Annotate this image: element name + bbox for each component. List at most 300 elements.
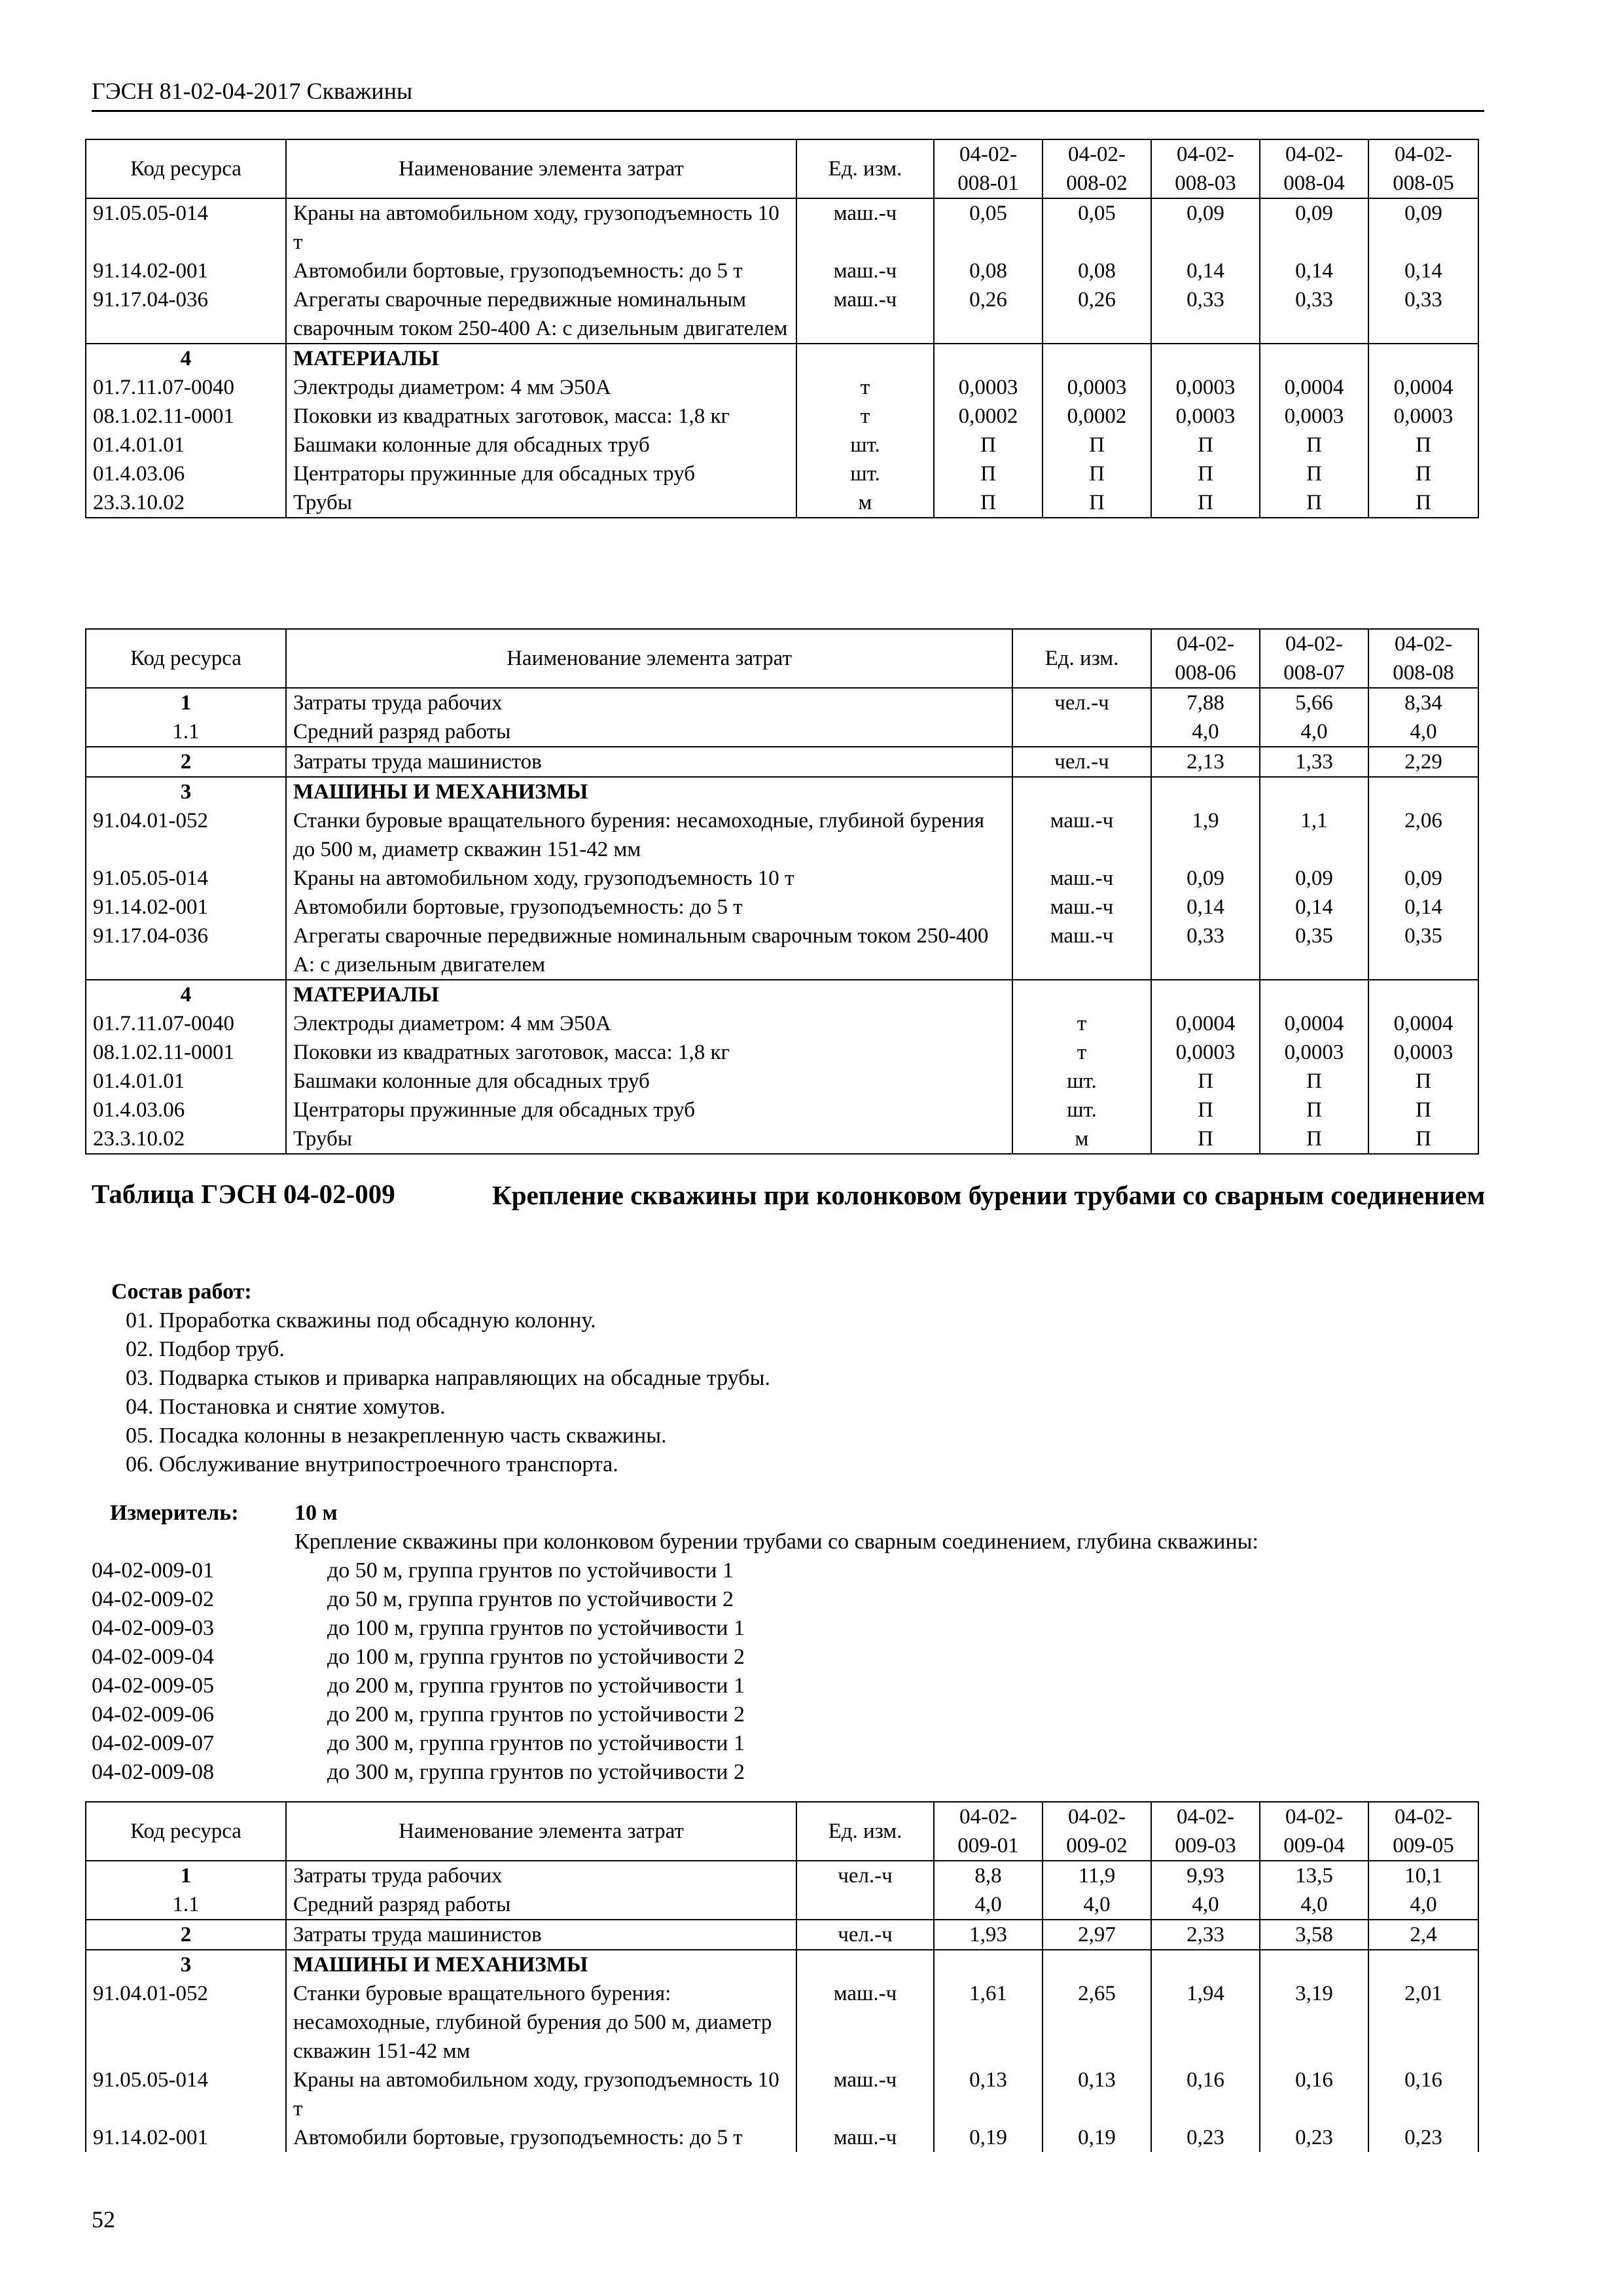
col-code-header: Код ресурса [86, 1802, 286, 1861]
resource-unit: шт. [1012, 1096, 1151, 1124]
rate-value: 5,66 [1260, 688, 1368, 717]
col-unit-header: Ед. изм. [796, 139, 934, 198]
section-row [86, 1861, 1478, 1890]
rate-value: 0,26 [934, 285, 1043, 344]
table-row [86, 488, 1478, 518]
rate-value: 0,33 [1368, 285, 1478, 344]
col-rate-header: 04-02-008-05 [1368, 139, 1478, 198]
resource-name: Агрегаты сварочные передвижные номинальным сварочным током 250-400 А: с дизельным двигателем [286, 285, 796, 344]
rate-value: 0,09 [1151, 864, 1260, 893]
resource-unit: т [1012, 1009, 1151, 1038]
section-row [86, 1950, 1478, 1979]
rate-value: 0,0002 [1043, 402, 1151, 431]
resource-name: Центраторы пружинные для обсадных труб [286, 459, 796, 488]
resource-unit: маш.-ч [796, 285, 934, 344]
rate-value: 0,0004 [1260, 373, 1368, 402]
rate-value: 0,14 [1260, 257, 1368, 285]
rate-value: 2,65 [1043, 1979, 1151, 2066]
works-item: 01. Проработка скважины под обсадную колонну. [126, 1308, 596, 1333]
rate-value: П [1151, 1124, 1260, 1154]
rate-description: до 100 м, группа грунтов по устойчивости 1 [327, 1616, 745, 1640]
table-row [86, 922, 1478, 980]
rate-value: 0,0004 [1151, 1009, 1260, 1038]
resource-table-008-01-05 [85, 139, 1479, 518]
col-name-header: Наименование элемента затрат [286, 139, 796, 198]
rate-value: 0,0004 [1260, 1009, 1368, 1038]
resource-unit: маш.-ч [796, 1979, 934, 2066]
resource-name: Трубы [286, 488, 796, 518]
resource-code: 91.05.05-014 [86, 198, 286, 257]
rate-value: 0,19 [934, 2123, 1043, 2152]
section-number: 4 [86, 344, 286, 373]
rate-value: 0,16 [1260, 2066, 1368, 2123]
col-rate-header: 04-02-008-07 [1260, 629, 1368, 688]
rate-value [934, 344, 1043, 373]
rate-description: до 300 м, группа грунтов по устойчивости 2 [327, 1760, 745, 1784]
rate-value: 2,13 [1151, 747, 1260, 777]
rate-code: 04-02-009-07 [92, 1731, 214, 1755]
rate-value: 0,09 [1151, 198, 1260, 257]
rate-value: П [1151, 459, 1260, 488]
resource-code: 01.4.01.01 [86, 1067, 286, 1096]
resource-name: Станки буровые вращательного бурения: несамоходные, глубиной бурения до 500 м, диаметр скважин 151-42 мм [286, 806, 1012, 864]
table-row [86, 459, 1478, 488]
rate-value: 0,0004 [1368, 1009, 1478, 1038]
section-row [86, 980, 1478, 1009]
table-header-row [86, 629, 1478, 688]
resource-unit: чел.-ч [1012, 747, 1151, 777]
rate-code: 04-02-009-01 [92, 1558, 214, 1583]
section-number: 2 [86, 747, 286, 777]
rate-value: П [934, 431, 1043, 459]
resource-unit: т [1012, 1038, 1151, 1067]
col-name-header: Наименование элемента затрат [286, 1802, 796, 1861]
resource-unit [1012, 717, 1151, 747]
rate-value: 0,14 [1368, 893, 1478, 922]
resource-unit: чел.-ч [796, 1861, 934, 1890]
resource-name: Краны на автомобильном ходу, грузоподъемность 10 т [286, 2066, 796, 2123]
resource-unit: шт. [796, 431, 934, 459]
resource-table-009-01-05 [85, 1801, 1479, 2152]
rate-value [934, 1950, 1043, 1979]
rate-value: П [1368, 1124, 1478, 1154]
rate-value: 0,09 [1368, 864, 1478, 893]
rate-value: П [1151, 431, 1260, 459]
section-title: МАШИНЫ И МЕХАНИЗМЫ [286, 777, 1012, 806]
rate-value: П [934, 488, 1043, 518]
rate-value: П [1043, 488, 1151, 518]
section-title: МАТЕРИАЛЫ [286, 980, 1012, 1009]
rate-value: 2,01 [1368, 1979, 1478, 2066]
col-rate-header: 04-02-008-06 [1151, 629, 1260, 688]
rate-value: П [934, 459, 1043, 488]
rate-value: 4,0 [1043, 1890, 1151, 1920]
col-code-header: Код ресурса [86, 629, 286, 688]
resource-name: Затраты труда машинистов [286, 1920, 796, 1950]
rate-code: 04-02-009-03 [92, 1616, 214, 1640]
rate-value: П [1260, 488, 1368, 518]
rate-value: 0,23 [1260, 2123, 1368, 2152]
col-code-header: Код ресурса [86, 139, 286, 198]
table-row [86, 285, 1478, 344]
table-row [86, 864, 1478, 893]
resource-name: Агрегаты сварочные передвижные номинальным сварочным током 250-400 А: с дизельным двигателем [286, 922, 1012, 980]
col-rate-header: 04-02-009-03 [1151, 1802, 1260, 1861]
section-number: 3 [86, 1950, 286, 1979]
rate-value: 0,33 [1151, 285, 1260, 344]
resource-code: 01.7.11.07-0040 [86, 373, 286, 402]
col-name-header: Наименование элемента затрат [286, 629, 1012, 688]
section-number: 1 [86, 1861, 286, 1890]
rate-value: 3,19 [1260, 1979, 1368, 2066]
table-row [86, 1067, 1478, 1096]
resource-unit: чел.-ч [1012, 688, 1151, 717]
rate-value: 1,94 [1151, 1979, 1260, 2066]
section-number: 1 [86, 688, 286, 717]
rate-code: 04-02-009-05 [92, 1674, 214, 1698]
rate-value: 2,97 [1043, 1920, 1151, 1950]
rate-value: 0,33 [1260, 285, 1368, 344]
resource-code: 01.4.03.06 [86, 1096, 286, 1124]
rate-value [1260, 344, 1368, 373]
rate-value: 0,0003 [934, 373, 1043, 402]
resource-unit: м [796, 488, 934, 518]
table-row [86, 373, 1478, 402]
col-unit-header: Ед. изм. [1012, 629, 1151, 688]
rate-value: 0,33 [1151, 922, 1260, 980]
resource-name: Поковки из квадратных заготовок, масса: 1,8 кг [286, 1038, 1012, 1067]
resource-code: 91.14.02-001 [86, 257, 286, 285]
resource-unit: маш.-ч [1012, 922, 1151, 980]
rate-value: 0,35 [1368, 922, 1478, 980]
resource-name: Электроды диаметром: 4 мм Э50А [286, 373, 796, 402]
measure-block [92, 1499, 1499, 1787]
resource-unit: маш.-ч [1012, 864, 1151, 893]
col-rate-header: 04-02-008-01 [934, 139, 1043, 198]
rate-value: 0,14 [1151, 893, 1260, 922]
rate-value: 1,9 [1151, 806, 1260, 864]
rate-value [1151, 980, 1260, 1009]
rate-value: П [1368, 431, 1478, 459]
rate-value: 0,13 [934, 2066, 1043, 2123]
rate-value [1151, 777, 1260, 806]
resource-name: Поковки из квадратных заготовок, масса: 1,8 кг [286, 402, 796, 431]
resource-name: Башмаки колонные для обсадных труб [286, 431, 796, 459]
rate-value: 0,0002 [934, 402, 1043, 431]
resource-code: 01.4.01.01 [86, 431, 286, 459]
col-rate-header: 04-02-009-02 [1043, 1802, 1151, 1861]
rate-value: 1,93 [934, 1920, 1043, 1950]
table-row [86, 1979, 1478, 2066]
rate-value: П [1260, 431, 1368, 459]
rate-value: 8,34 [1368, 688, 1478, 717]
rate-value: П [1151, 1067, 1260, 1096]
rate-value: П [1368, 1096, 1478, 1124]
rate-value: 0,05 [1043, 198, 1151, 257]
rate-value: П [1260, 1067, 1368, 1096]
section-title: МАТЕРИАЛЫ [286, 344, 796, 373]
resource-unit: чел.-ч [796, 1920, 934, 1950]
resource-unit: т [796, 402, 934, 431]
rate-value: П [1368, 1067, 1478, 1096]
resource-name: Башмаки колонные для обсадных труб [286, 1067, 1012, 1096]
resource-code: 91.14.02-001 [86, 893, 286, 922]
rate-value: П [1043, 459, 1151, 488]
list-item [92, 1585, 1499, 1614]
works-item: 04. Постановка и снятие хомутов. [126, 1395, 446, 1419]
rate-value [1151, 344, 1260, 373]
rate-code: 04-02-009-06 [92, 1702, 214, 1727]
section-title: МАШИНЫ И МЕХАНИЗМЫ [286, 1950, 796, 1979]
col-unit-header: Ед. изм. [796, 1802, 934, 1861]
resource-code: 23.3.10.02 [86, 488, 286, 518]
resource-code: 08.1.02.11-0001 [86, 402, 286, 431]
resource-unit: маш.-ч [796, 257, 934, 285]
rate-value: 0,23 [1151, 2123, 1260, 2152]
measure-value: 10 м [294, 1501, 338, 1525]
rate-value: 10,1 [1368, 1861, 1478, 1890]
rate-value [1151, 1950, 1260, 1979]
rate-value: П [1368, 488, 1478, 518]
resource-code: 91.04.01-052 [86, 1979, 286, 2066]
table-row [86, 257, 1478, 285]
works-item: 03. Подварка стыков и приварка направляющих на обсадные трубы. [126, 1366, 770, 1390]
rate-value: 0,0003 [1368, 402, 1478, 431]
rate-code: 04-02-009-08 [92, 1760, 214, 1784]
list-item [92, 1672, 1499, 1700]
rate-value [1368, 777, 1478, 806]
rate-value: 0,08 [934, 257, 1043, 285]
rate-value: 9,93 [1151, 1861, 1260, 1890]
resource-code: 23.3.10.02 [86, 1124, 286, 1154]
resource-unit: маш.-ч [796, 198, 934, 257]
resource-unit: м [1012, 1124, 1151, 1154]
rate-value: 4,0 [1151, 717, 1260, 747]
rate-value: 0,16 [1368, 2066, 1478, 2123]
resource-unit: маш.-ч [796, 2123, 934, 2152]
resource-name: Автомобили бортовые, грузоподъемность: до 5 т [286, 2123, 796, 2152]
table-number-label: Таблица ГЭСН 04-02-009 [92, 1179, 395, 1209]
rate-value: 2,4 [1368, 1920, 1478, 1950]
resource-name: Затраты труда машинистов [286, 747, 1012, 777]
resource-unit: шт. [796, 459, 934, 488]
rate-value: 1,33 [1260, 747, 1368, 777]
resource-unit: маш.-ч [796, 2066, 934, 2123]
resource-code: 91.05.05-014 [86, 2066, 286, 2123]
works-item: 02. Подбор труб. [126, 1337, 285, 1361]
rate-value [1043, 1950, 1151, 1979]
resource-code: 91.14.02-001 [86, 2123, 286, 2152]
rate-value: П [1151, 488, 1260, 518]
section-number: 2 [86, 1920, 286, 1950]
resource-name: Затраты труда рабочих [286, 1861, 796, 1890]
table-title: Крепление скважины при колонковом бурении трубами со сварным соединением [492, 1180, 1486, 1210]
rate-value: 7,88 [1151, 688, 1260, 717]
rate-value: 0,13 [1043, 2066, 1151, 2123]
resource-unit [1012, 777, 1151, 806]
rate-value: 0,05 [934, 198, 1043, 257]
rate-description: до 200 м, группа грунтов по устойчивости 2 [327, 1702, 745, 1727]
rate-value: 0,23 [1368, 2123, 1478, 2152]
section-row [86, 344, 1478, 373]
rate-value: 0,09 [1368, 198, 1478, 257]
resource-name: Автомобили бортовые, грузоподъемность: до 5 т [286, 257, 796, 285]
resource-unit: шт. [1012, 1067, 1151, 1096]
resource-code: 1.1 [86, 717, 286, 747]
rate-value: П [1260, 1124, 1368, 1154]
rate-value: 11,9 [1043, 1861, 1151, 1890]
rate-description: до 50 м, группа грунтов по устойчивости 1 [327, 1558, 734, 1583]
header-rule [92, 110, 1484, 112]
rate-value: 0,26 [1043, 285, 1151, 344]
rate-value: 4,0 [1260, 717, 1368, 747]
section-number: 3 [86, 777, 286, 806]
list-item [92, 1643, 1499, 1672]
table-row [86, 1038, 1478, 1067]
resource-unit: т [796, 373, 934, 402]
resource-table-008-06-08 [85, 628, 1479, 1155]
table-row [86, 2066, 1478, 2123]
table-row [86, 1009, 1478, 1038]
rate-description: до 200 м, группа грунтов по устойчивости 1 [327, 1674, 745, 1698]
resource-name: Краны на автомобильном ходу, грузоподъемность 10 т [286, 864, 1012, 893]
resource-name: Краны на автомобильном ходу, грузоподъемность 10 т [286, 198, 796, 257]
resource-code: 01.4.03.06 [86, 459, 286, 488]
works-composition [111, 1278, 770, 1479]
col-rate-header: 04-02-008-02 [1043, 139, 1151, 198]
rate-value: 0,0003 [1151, 373, 1260, 402]
rate-value [1368, 980, 1478, 1009]
rate-value [1368, 344, 1478, 373]
resource-unit [796, 1890, 934, 1920]
rate-value: 0,14 [1368, 257, 1478, 285]
rate-value: П [1368, 459, 1478, 488]
rate-value: 8,8 [934, 1861, 1043, 1890]
resource-unit [796, 344, 934, 373]
rate-value: 0,0003 [1151, 1038, 1260, 1067]
section-row [86, 1920, 1478, 1950]
rate-value: 4,0 [934, 1890, 1043, 1920]
rate-value [1368, 1950, 1478, 1979]
rate-description: до 300 м, группа грунтов по устойчивости 1 [327, 1731, 745, 1755]
rate-value: П [1260, 1096, 1368, 1124]
rate-value: 4,0 [1368, 717, 1478, 747]
resource-code: 91.04.01-052 [86, 806, 286, 864]
rate-value: 0,08 [1043, 257, 1151, 285]
table-row [86, 806, 1478, 864]
resource-code: 91.05.05-014 [86, 864, 286, 893]
col-rate-header: 04-02-009-01 [934, 1802, 1043, 1861]
rate-code: 04-02-009-02 [92, 1587, 214, 1611]
resource-name: Затраты труда рабочих [286, 688, 1012, 717]
measure-label: Измеритель: [110, 1501, 239, 1525]
rate-value [1260, 980, 1368, 1009]
rate-value: 3,58 [1260, 1920, 1368, 1950]
works-item: 05. Посадка колонны в незакрепленную часть скважины. [126, 1424, 667, 1448]
measure-description: Крепление скважины при колонковом бурении трубами со сварным соединением, глубина скважины: [294, 1530, 1258, 1554]
rate-value [1260, 777, 1368, 806]
rate-description: до 100 м, группа грунтов по устойчивости 2 [327, 1645, 745, 1669]
section-row [86, 747, 1478, 777]
rate-code: 04-02-009-04 [92, 1645, 214, 1669]
works-item: 06. Обслуживание внутрипостроечного транспорта. [126, 1452, 618, 1477]
rate-value [1260, 1950, 1368, 1979]
resource-name: Автомобили бортовые, грузоподъемность: до 5 т [286, 893, 1012, 922]
rate-value: 2,33 [1151, 1920, 1260, 1950]
list-item [92, 1556, 1499, 1585]
rate-value: 0,19 [1043, 2123, 1151, 2152]
col-rate-header: 04-02-009-04 [1260, 1802, 1368, 1861]
section-row [86, 688, 1478, 717]
table-row [86, 1890, 1478, 1920]
rate-value: 0,0003 [1151, 402, 1260, 431]
rate-value: 13,5 [1260, 1861, 1368, 1890]
rate-value: П [1260, 459, 1368, 488]
table-row [86, 893, 1478, 922]
rate-value: 0,0003 [1368, 1038, 1478, 1067]
rate-value: 0,0003 [1043, 373, 1151, 402]
resource-code: 01.7.11.07-0040 [86, 1009, 286, 1038]
rate-value: 0,14 [1260, 893, 1368, 922]
resource-unit: маш.-ч [1012, 893, 1151, 922]
table-row [86, 402, 1478, 431]
resource-unit: маш.-ч [1012, 806, 1151, 864]
resource-unit [1012, 980, 1151, 1009]
rate-value: 0,14 [1151, 257, 1260, 285]
table-row [86, 717, 1478, 747]
table-header-row [86, 139, 1478, 198]
resource-name: Станки буровые вращательного бурения: несамоходные, глубиной бурения до 500 м, диаметр скважин 151-42 мм [286, 1979, 796, 2066]
rate-value: 0,0003 [1260, 402, 1368, 431]
resource-name: Центраторы пружинные для обсадных труб [286, 1096, 1012, 1124]
resource-name: Средний разряд работы [286, 1890, 796, 1920]
table-row [86, 1096, 1478, 1124]
resource-unit [796, 1950, 934, 1979]
resource-code: 91.17.04-036 [86, 285, 286, 344]
col-rate-header: 04-02-008-03 [1151, 139, 1260, 198]
rate-value: 0,35 [1260, 922, 1368, 980]
rate-value: 0,0004 [1368, 373, 1478, 402]
rate-value: 2,06 [1368, 806, 1478, 864]
col-rate-header: 04-02-008-04 [1260, 139, 1368, 198]
rate-value: 0,16 [1151, 2066, 1260, 2123]
table-row [86, 431, 1478, 459]
resource-name: Электроды диаметром: 4 мм Э50А [286, 1009, 1012, 1038]
rate-value: 1,61 [934, 1979, 1043, 2066]
list-item [92, 1758, 1499, 1787]
rate-value: 0,0003 [1260, 1038, 1368, 1067]
rate-value: П [1151, 1096, 1260, 1124]
rate-value: 0,09 [1260, 198, 1368, 257]
list-item [92, 1614, 1499, 1643]
rate-value: 4,0 [1368, 1890, 1478, 1920]
rate-value: 4,0 [1151, 1890, 1260, 1920]
col-rate-header: 04-02-008-08 [1368, 629, 1478, 688]
resource-code: 1.1 [86, 1890, 286, 1920]
page-number: 52 [92, 2206, 115, 2233]
resource-code: 91.17.04-036 [86, 922, 286, 980]
rate-value: 4,0 [1260, 1890, 1368, 1920]
resource-name: Трубы [286, 1124, 1012, 1154]
rate-value: 2,29 [1368, 747, 1478, 777]
section-row [86, 777, 1478, 806]
col-rate-header: 04-02-009-05 [1368, 1802, 1478, 1861]
list-item [92, 1700, 1499, 1729]
rate-value: П [1043, 431, 1151, 459]
rate-description: до 50 м, группа грунтов по устойчивости 2 [327, 1587, 734, 1611]
page-header: ГЭСН 81-02-04-2017 Скважины [92, 78, 413, 104]
rate-value [1043, 344, 1151, 373]
